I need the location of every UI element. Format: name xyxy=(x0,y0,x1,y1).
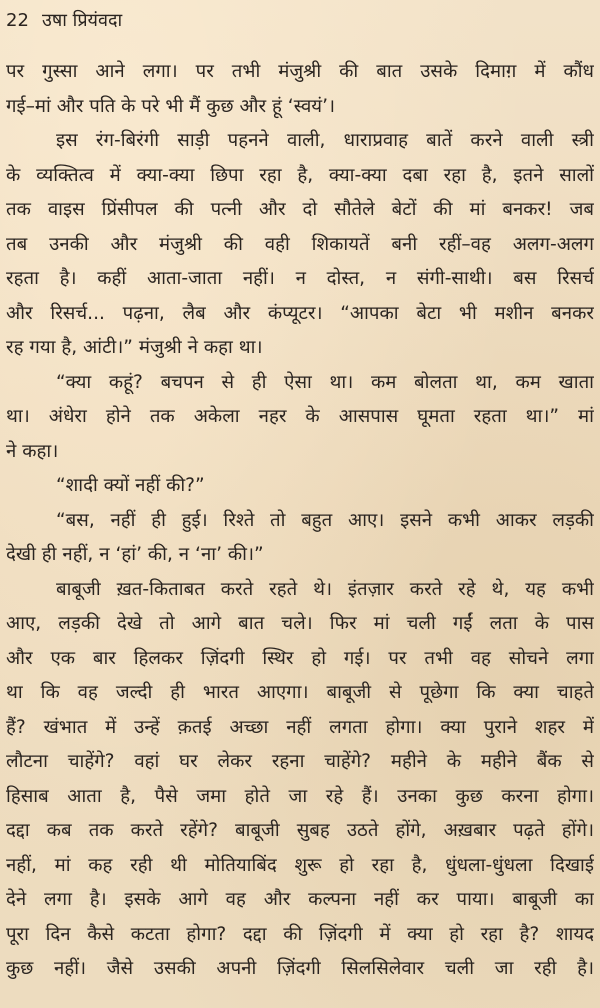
text-line: गई–मां और पति के परे भी मैं कुछ और हूं ‘स्वयं’। xyxy=(6,95,336,117)
text-line: रहता है। कहीं आता-जाता नहीं। न दोस्त, न संगी-साथी। बस रिसर्च xyxy=(6,268,594,289)
text-line: और रिसर्च... पढ़ना, लैब और कंप्यूटर। “आपका बेटा भी मशीन बनकर xyxy=(6,302,594,324)
text-line: था। अंधेरा होने तक अकेला नहर के आसपास घूमता रहता था।” मां xyxy=(6,406,594,427)
text-line: रह गया है, आंटी।” मंजुश्री ने कहा था। xyxy=(6,337,263,358)
text-line: बाबूजी ख़त-किताबत करते रहते थे। इंतज़ार करते रहे थे, यह कभी xyxy=(56,578,594,600)
text-line: “शादी क्यों नहीं की?” xyxy=(56,475,205,496)
text-line: पूरा दिन कैसे कटता होगा? दद्दा की ज़िंदगी में क्या हो रहा है? शायद xyxy=(6,923,594,945)
text-line: हिसाब आता है, पैसे जमा होते जा रहे हैं। उनका कुछ करना होगा। xyxy=(6,785,594,807)
text-line: था कि वह जल्दी ही भारत आएगा। बाबूजी से पूछेगा कि क्या चाहते xyxy=(6,682,594,703)
text-line: लौटना चाहेंगे? वहां घर लेकर रहना चाहेंगे? महीने के महीने बैंक से xyxy=(6,751,594,772)
text-line: और एक बार हिलकर ज़िंदगी स्थिर हो गई। पर तभी वह सोचने लगा xyxy=(6,647,594,669)
text-line: नहीं, मां कह रही थी मोतियाबिंद शुरू हो रहा है, धुंधला-धुंधला दिखाई xyxy=(6,854,594,876)
text-line: तब उनकी और मंजुश्री की वही शिकायतें बनी रहीं–वह अलग-अलग xyxy=(6,233,594,255)
text-line: आए, लड़की देखे तो आगे बात चले। फिर मां चली गईं लता के पास xyxy=(6,613,594,634)
body-text xyxy=(6,55,594,987)
page-number: 22 xyxy=(6,10,29,31)
text-line: हैं? खंभात में उन्हें क़तई अच्छा नहीं लगता होगा। क्या पुराने शहर में xyxy=(6,716,594,738)
text-line: ने कहा। xyxy=(6,440,59,462)
text-line: “बस, नहीं ही हुई। रिश्ते तो बहुत आए। इसने कभी आकर लड़की xyxy=(56,509,594,531)
text-line: इस रंग-बिरंगी साड़ी पहनने वाली, धाराप्रवाह बातें करने वाली स्त्री xyxy=(56,130,594,151)
text-line: तक वाइस प्रिंसीपल की पत्नी और दो सौतेले बेटों की मां बनकर! जब xyxy=(6,199,594,220)
text-line: के व्यक्तित्व में क्या-क्या छिपा रहा है, क्या-क्या दबा रहा है, इतने सालों xyxy=(6,164,594,186)
text-line: कुछ नहीं। जैसे उसकी अपनी ज़िंदगी सिलसिलेवार चली जा रही है। xyxy=(6,958,594,979)
text-line: देने लगा है। इसके आगे वह और कल्पना नहीं कर पाया। बाबूजी का xyxy=(6,889,594,910)
text-line: देखी ही नहीं, न ‘हां’ की, न ‘ना’ की।” xyxy=(6,544,264,565)
running-head-author: उषा प्रियंवदा xyxy=(42,10,123,31)
text-line: “क्या कहूं? बचपन से ही ऐसा था। कम बोलता था, कम खाता xyxy=(56,371,594,393)
text-line: पर गुस्सा आने लगा। पर तभी मंजुश्री की बात उसके दिमाग़ में कौंध xyxy=(6,61,594,82)
text-line: दद्दा कब तक करते रहेंगे? बाबूजी सुबह उठते होंगे, अख़बार पढ़ते होंगे। xyxy=(6,820,594,841)
running-header xyxy=(6,6,122,36)
